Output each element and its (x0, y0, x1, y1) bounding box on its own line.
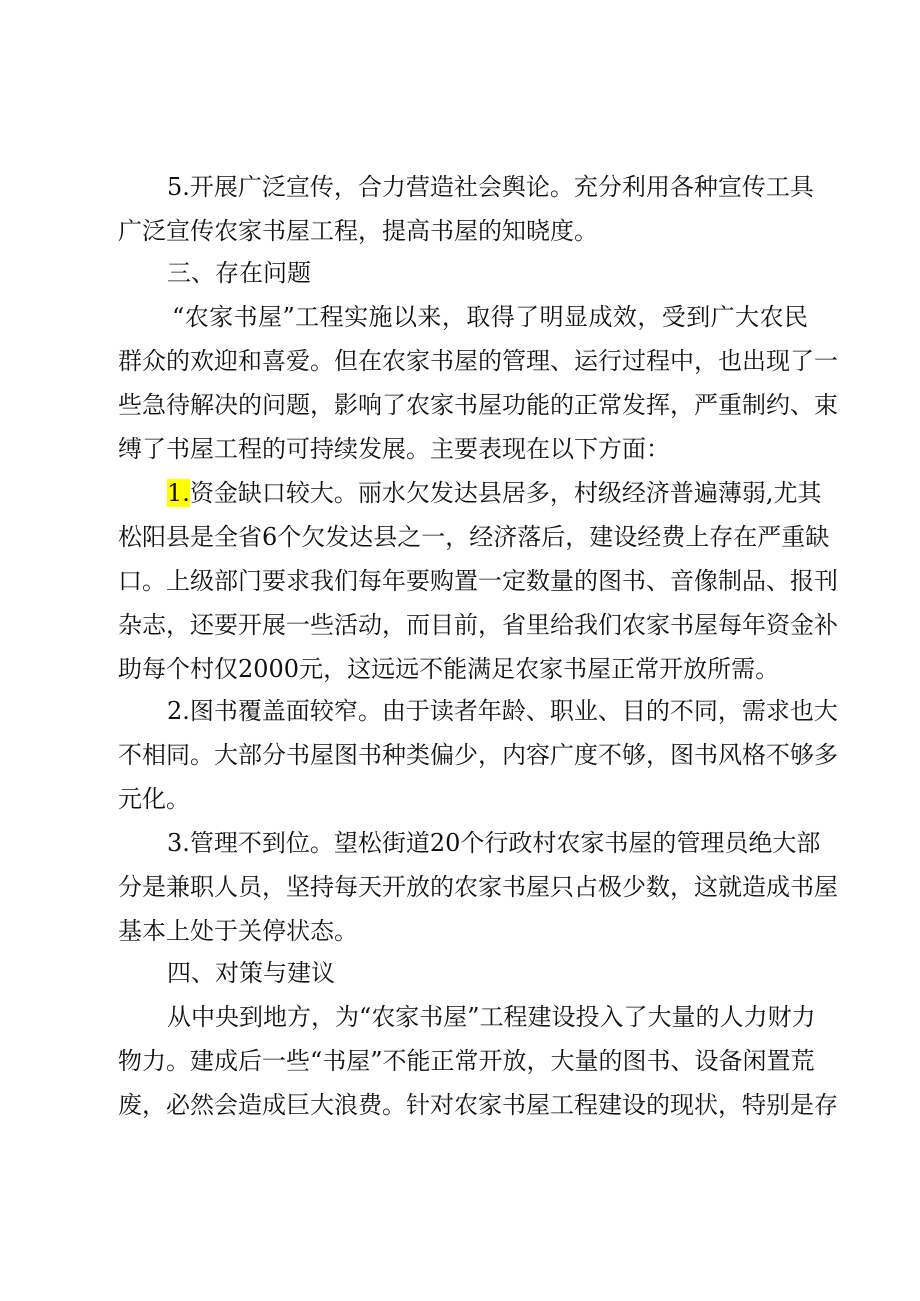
section-heading-suggestions: 四、对策与建议 (167, 959, 335, 987)
suggestion-line-1: 从中央到地方，为“农家书屋”工程建设投入了大量的人力财力 (167, 1003, 816, 1031)
item-1-line-1-text: 资金缺口较大。丽水欠发达县居多，村级经济普遍薄弱,尤其 (189, 479, 822, 507)
section-heading-problems: 三、存在问题 (167, 259, 311, 287)
intro-line-2: 群众的欢迎和喜爱。但在农家书屋的管理、运行过程中，也出现了一 (118, 347, 838, 375)
paragraph-5-line-2: 广泛宣传农家书屋工程，提高书屋的知晓度。 (118, 217, 598, 245)
intro-line-1: “农家书屋”工程实施以来，取得了明显成效，受到广大农民 (172, 303, 808, 331)
item-3-line-2: 分是兼职人员，坚持每天开放的农家书屋只占极少数，这就造成书屋 (118, 873, 838, 901)
item-2-line-2: 不相同。大部分书屋图书种类偏少，内容广度不够，图书风格不够多 (118, 741, 838, 769)
item-1-line-4: 杂志，还要开展一些活动，而目前，省里给我们农家书屋每年资金补 (118, 611, 838, 639)
paragraph-5-line-1: 5.开展广泛宣传，合力营造社会舆论。充分利用各种宣传工具 (167, 173, 814, 201)
intro-line-3: 些急待解决的问题，影响了农家书屋功能的正常发挥，严重制约、束 (118, 391, 838, 419)
item-1-line-2: 松阳县是全省6个欠发达县之一，经济落后，建设经费上存在严重缺 (118, 523, 830, 551)
item-1-line-3: 口。上级部门要求我们每年要购置一定数量的图书、音像制品、报刊 (118, 567, 838, 595)
item-2-line-3: 元化。 (118, 785, 190, 813)
suggestion-line-3: 废，必然会造成巨大浪费。针对农家书屋工程建设的现状，特别是存 (118, 1091, 838, 1119)
item-3-line-3: 基本上处于关停状态。 (118, 917, 358, 945)
intro-line-4: 缚了书屋工程的可持续发展。主要表现在以下方面： (118, 435, 670, 463)
item-1-line-1 (167, 478, 822, 508)
suggestion-line-2: 物力。建成后一些“书屋”不能正常开放，大量的图书、设备闲置荒 (118, 1047, 815, 1075)
highlighted-number: 1. (167, 479, 190, 507)
item-2-line-1: 2.图书覆盖面较窄。由于读者年龄、职业、目的不同，需求也大 (167, 697, 838, 725)
item-1-line-5: 助每个村仅2000元，这远远不能满足农家书屋正常开放所需。 (118, 655, 780, 683)
item-3-line-1: 3.管理不到位。望松街道20个行政村农家书屋的管理员绝大部 (167, 829, 821, 857)
